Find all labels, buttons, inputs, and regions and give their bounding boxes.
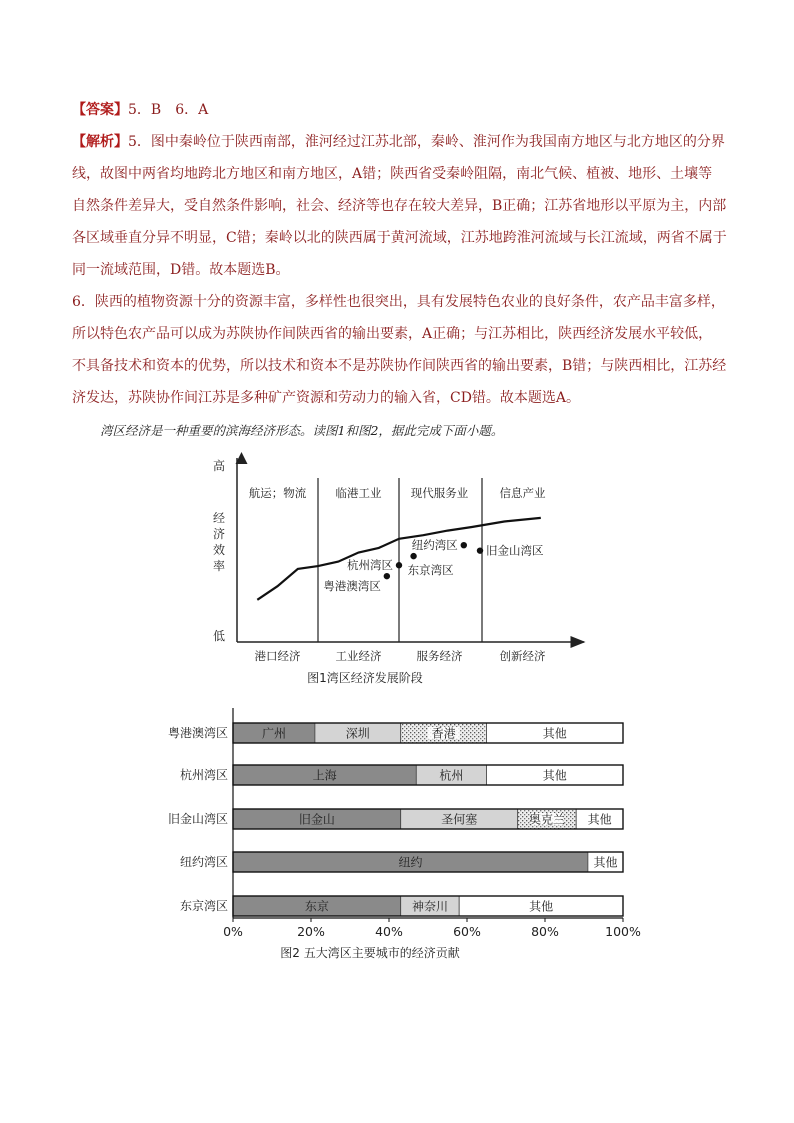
bar-segment-label: 广州	[261, 726, 286, 741]
bay-area-point-label: 杭州湾区	[347, 558, 393, 573]
bay-area-point-label: 旧金山湾区	[486, 543, 544, 558]
bar-category-label: 杭州湾区	[179, 768, 228, 782]
bar-segment-label: 其他	[542, 726, 567, 741]
stage-bottom-label: 工业经济	[335, 649, 382, 663]
analysis-line: 不具备技术和资本的优势，所以技术和资本不是苏陕协作间陕西省的输出要素，B错；与陕西相比，江苏经	[72, 358, 727, 374]
bay-area-point	[410, 553, 416, 559]
bar-segment-label: 旧金山	[298, 812, 335, 827]
analysis-label: 【解析】	[72, 134, 128, 150]
stage-bottom-label: 服务经济	[416, 649, 463, 663]
x-tick-label: 40%	[375, 924, 403, 939]
analysis-line: 自然条件差异大，受自然条件影响，社会、经济等也存在较大差异，B正确；江苏省地形以平原为主，内部	[72, 198, 727, 214]
stage-bottom-label: 创新经济	[499, 649, 546, 663]
analysis-line: 所以特色农产品可以成为苏陕协作间陕西省的输出要素，A正确；与江苏相比，陕西经济发展水平较低，	[72, 326, 713, 342]
stage-bottom-label: 港口经济	[254, 649, 301, 663]
bay-area-point-label: 东京湾区	[407, 563, 454, 578]
bar-segment-label: 杭州	[439, 768, 464, 783]
analysis-line: 济发达，苏陕协作间江苏是多种矿产资源和劳动力的输入省，CD错。故本题选A。	[72, 390, 581, 406]
y-axis-low: 低	[213, 629, 226, 643]
x-tick-label: 20%	[297, 924, 325, 939]
y-axis-label-char: 经	[213, 511, 226, 525]
bar-category-label: 粤港澳湾区	[167, 726, 228, 740]
bar-segment-label: 东京	[304, 899, 329, 914]
figure1-caption: 图1湾区经济发展阶段	[307, 671, 423, 685]
bar-segment-label: 其他	[587, 812, 612, 827]
bar-segment-label: 圣何塞	[441, 812, 478, 827]
analysis-line: 线，故图中两省均地跨北方地区和南方地区，A错；陕西省受秦岭阻隔，南北气候、植被、地形、土壤等	[72, 166, 713, 182]
analysis-line: 各区域垂直分异不明显，C错；秦岭以北的陕西属于黄河流域，江苏地跨淮河流域与长江流域，两省不属于	[72, 230, 727, 246]
figure2-chart	[150, 708, 650, 968]
y-axis-label-char: 济	[213, 527, 226, 541]
bar-segment-label: 奥克兰	[528, 812, 565, 827]
analysis-line: 同一流域范围，D错。故本题选B。	[72, 262, 290, 278]
x-tick-label: 60%	[453, 924, 481, 939]
stage-top-label: 现代服务业	[410, 486, 469, 500]
bay-area-point	[384, 573, 390, 579]
answer-text: 5．B 6．A	[128, 102, 209, 118]
bar-segment-label: 其他	[529, 899, 554, 914]
answer-label: 【答案】	[72, 102, 128, 118]
figure2-caption: 图2 五大湾区主要城市的经济贡献	[280, 946, 460, 960]
y-axis-label-char: 效	[213, 543, 226, 557]
analysis-line: 6．陕西的植物资源十分的资源丰富，多样性也很突出，具有发展特色农业的良好条件，农产品丰富多样，	[72, 294, 725, 310]
bar-category-label: 旧金山湾区	[167, 812, 228, 826]
x-tick-label: 0%	[223, 924, 243, 939]
bay-area-point	[461, 542, 467, 548]
bay-area-point	[477, 547, 483, 553]
analysis-line: 5．图中秦岭位于陕西南部，淮河经过江苏北部，秦岭、淮河作为我国南方地区与北方地区的分界	[128, 134, 725, 150]
bar-segment-label: 其他	[542, 768, 567, 783]
x-tick-label: 100%	[605, 924, 641, 939]
stage-top-label: 信息产业	[499, 486, 546, 500]
bar-segment-label: 上海	[312, 768, 337, 783]
bar-category-label: 东京湾区	[179, 899, 228, 913]
bar-segment-label: 香港	[431, 726, 456, 741]
bar-category-label: 纽约湾区	[179, 855, 228, 869]
bar-segment-label: 其他	[593, 855, 618, 870]
x-tick-label: 80%	[531, 924, 559, 939]
bar-segment-label: 深圳	[345, 726, 370, 741]
bar-segment-label: 神奈川	[411, 899, 448, 914]
answer-block	[72, 94, 732, 414]
bar-segment-label: 纽约	[398, 855, 423, 870]
bay-area-point-label: 纽约湾区	[411, 538, 458, 553]
bay-area-point-label: 粤港澳湾区	[323, 579, 381, 594]
y-axis-label-char: 率	[213, 559, 226, 573]
figure1-chart	[200, 450, 600, 695]
y-axis-high: 高	[213, 459, 226, 473]
bay-area-point	[396, 562, 402, 568]
stage-top-label: 临港工业	[335, 486, 382, 500]
stage-top-label: 航运；物流	[248, 486, 307, 500]
question-intro: 湾区经济是一种重要的滨海经济形态。读图1和图2，据此完成下面小题。	[100, 423, 504, 438]
